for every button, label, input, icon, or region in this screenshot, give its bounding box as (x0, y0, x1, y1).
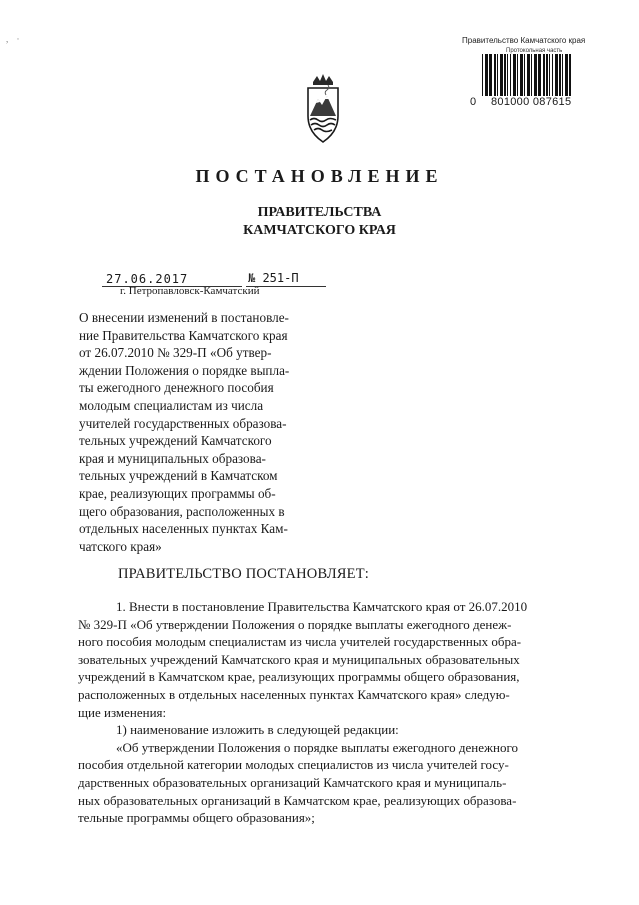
barcode-number: 801000 087615 (491, 96, 572, 108)
barcode-bar (494, 54, 496, 96)
decree-statement: ПРАВИТЕЛЬСТВО ПОСТАНОВЛЯЕТ: (118, 566, 370, 582)
barcode-bar (559, 54, 561, 96)
barcode-bar (569, 54, 571, 96)
subject-line: от 26.07.2010 № 329-П «Об утвер- (79, 345, 272, 361)
subject-line: щего образования, расположенных в (79, 503, 285, 519)
body-line: тельные программы общего образования»; (78, 810, 315, 826)
subject-line: чатского края» (79, 538, 162, 554)
subject-line: ждении Положения о порядке выпла- (79, 362, 290, 378)
barcode-bar (524, 54, 525, 96)
stamp-subtitle: Протокольная часть (506, 48, 563, 54)
subject-line: молодым специалистам из числа (79, 397, 264, 413)
barcode-bar (562, 54, 563, 96)
body-line: зовательных учреждений Камчатского края и муниципальных образовательных (78, 651, 520, 667)
issuing-body-line2: КАМЧАТСКОГО КРАЯ (243, 223, 396, 238)
kamchatka-emblem-icon (303, 72, 343, 148)
document-subject (79, 309, 327, 555)
document-type-title: ПОСТАНОВЛЕНИЕ (195, 166, 444, 186)
barcode-bar (507, 54, 508, 96)
body-line: пособия отдельной категории молодых специалистов из числа учителей госу- (78, 757, 509, 773)
body-line: «Об утверждении Положения о порядке выплаты ежегодного денежного (116, 739, 518, 755)
barcode-bar (546, 54, 548, 96)
subject-line: О внесении изменений в постановле- (79, 310, 289, 325)
body-line: 1) наименование изложить в следующей редакции: (116, 722, 399, 738)
body-line: щие изменения: (78, 704, 167, 720)
barcode-bar (534, 54, 537, 96)
barcode-bar (549, 54, 550, 96)
barcode-bar (543, 54, 545, 96)
subject-line: тельных учреждений в Камчатском (79, 468, 278, 484)
barcode-bar (510, 54, 511, 96)
barcode-bar (489, 54, 492, 96)
body-line: ного пособия молодым специалистам из числа учителей государственных обра- (78, 634, 522, 650)
barcode-bar (555, 54, 558, 96)
body-line: № 329-П «Об утверждении Положения о порядке выплаты ежегодного денеж- (78, 616, 512, 632)
subject-line: учителей государственных образова- (79, 415, 287, 431)
barcode-lead-digit: 0 (470, 96, 477, 108)
barcode-bar (497, 54, 498, 96)
barcode-bar (538, 54, 541, 96)
issuing-body-line1: ПРАВИТЕЛЬСТВА (257, 205, 382, 220)
barcode-bar (482, 54, 483, 96)
body-line: учреждений в Камчатском крае, реализующих программы общего образования, (78, 669, 520, 685)
body-line: расположенных в отдельных населенных пунктах Камчатского края» следую- (78, 686, 510, 702)
barcode-bar (520, 54, 523, 96)
subject-line: крае, реализующих программы об- (79, 485, 276, 501)
issue-place: г. Петропавловск-Камчатский (120, 285, 260, 297)
barcode-bar (500, 54, 503, 96)
barcode-bar (485, 54, 488, 96)
barcode-bar (531, 54, 532, 96)
barcode (480, 54, 614, 100)
barcode-bar (527, 54, 530, 96)
body-line: ных образовательных организаций в Камчатском крае, реализующих образова- (78, 792, 517, 808)
scan-artifact: , · (6, 34, 23, 44)
stamp-organization: Правительство Камчатского края (462, 36, 586, 45)
body-line: 1. Внести в постановление Правительства Камчатского края от 26.07.2010 (116, 599, 528, 614)
barcode-bar (513, 54, 516, 96)
barcode-bar (552, 54, 553, 96)
barcode-bar (517, 54, 518, 96)
document-date: 27.06.2017 (106, 272, 189, 286)
subject-line: отдельных населенных пунктах Кам- (79, 521, 288, 537)
body-line: дарственных образовательных организаций Камчатского края и муниципаль- (78, 774, 507, 790)
subject-line: ты ежегодного денежного пособия (79, 380, 274, 396)
barcode-bar (504, 54, 506, 96)
barcode-bar (565, 54, 568, 96)
subject-line: тельных учреждений Камчатского (79, 433, 272, 449)
document-body (78, 598, 596, 827)
subject-line: края и муниципальных образова- (79, 450, 266, 466)
document-number: № 251-П (248, 271, 299, 285)
subject-line: ние Правительства Камчатского края (79, 327, 288, 343)
